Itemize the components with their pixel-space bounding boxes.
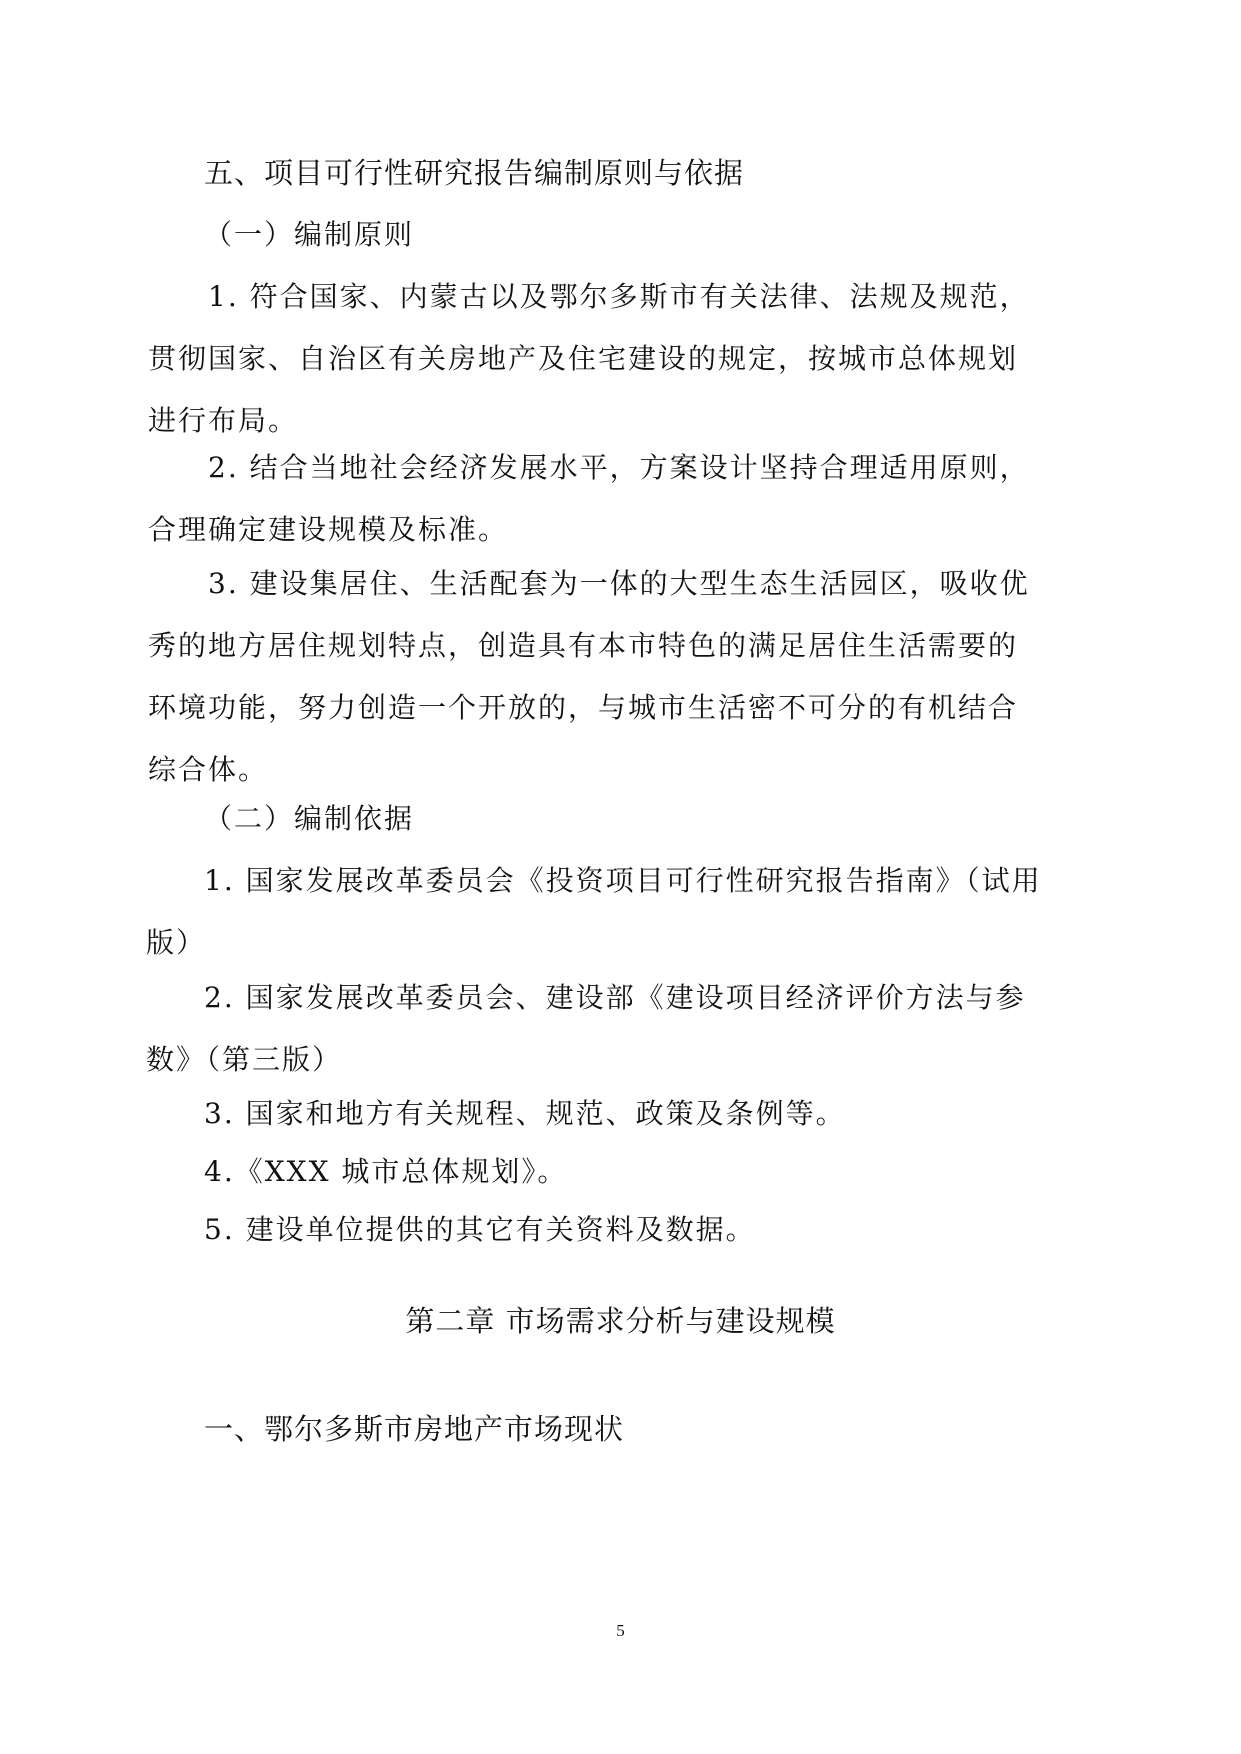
- paragraph-line: 1. 国家发展改革委员会《投资项目可行性研究报告指南》（试用: [204, 864, 1042, 897]
- principle-item-1: [0, 266, 1030, 452]
- paragraph-line: 合理确定建设规模及标准。: [148, 513, 509, 546]
- basis-item-3: 3. 国家和地方有关规程、规范、政策及条例等。: [204, 1097, 846, 1130]
- paragraph-line: 综合体。: [148, 753, 269, 786]
- section-heading: 五、项目可行性研究报告编制原则与依据: [204, 156, 745, 190]
- paragraph-line: 3. 建设集居住、生活配套为一体的大型生态生活园区，吸收优: [208, 567, 1030, 600]
- principle-item-3: [0, 553, 1030, 801]
- paragraph-line: 版）: [146, 926, 207, 959]
- paragraph-line: 2. 结合当地社会经济发展水平，方案设计坚持合理适用原则，: [208, 451, 1030, 484]
- basis-item-1: [0, 850, 1042, 974]
- subsection-heading-principles: （一）编制原则: [204, 218, 415, 251]
- basis-item-5: 5. 建设单位提供的其它有关资料及数据。: [204, 1213, 756, 1246]
- paragraph-line: 1. 符合国家、内蒙古以及鄂尔多斯市有关法律、法规及规范，: [208, 280, 1030, 313]
- chapter-section-heading: 一、鄂尔多斯市房地产市场现状: [204, 1412, 625, 1446]
- paragraph-line: 贯彻国家、自治区有关房地产及住宅建设的规定，按城市总体规划: [148, 342, 1019, 375]
- paragraph-line: 秀的地方居住规划特点，创造具有本市特色的满足居住生活需要的: [148, 629, 1019, 662]
- basis-item-2: [0, 967, 1026, 1091]
- principle-item-2: [0, 437, 1030, 561]
- page-number: 5: [616, 1621, 625, 1640]
- chapter-title: 第二章 市场需求分析与建设规模: [405, 1304, 836, 1338]
- subsection-heading-basis: （二）编制依据: [204, 802, 415, 835]
- paragraph-line: 2. 国家发展改革委员会、建设部《建设项目经济评价方法与参: [204, 981, 1026, 1014]
- basis-item-4: 4.《XXX 城市总体规划》。: [204, 1155, 568, 1188]
- paragraph-line: 进行布局。: [148, 404, 299, 437]
- paragraph-line: 环境功能，努力创造一个开放的，与城市生活密不可分的有机结合: [148, 691, 1019, 724]
- paragraph-line: 数》（第三版）: [146, 1043, 343, 1076]
